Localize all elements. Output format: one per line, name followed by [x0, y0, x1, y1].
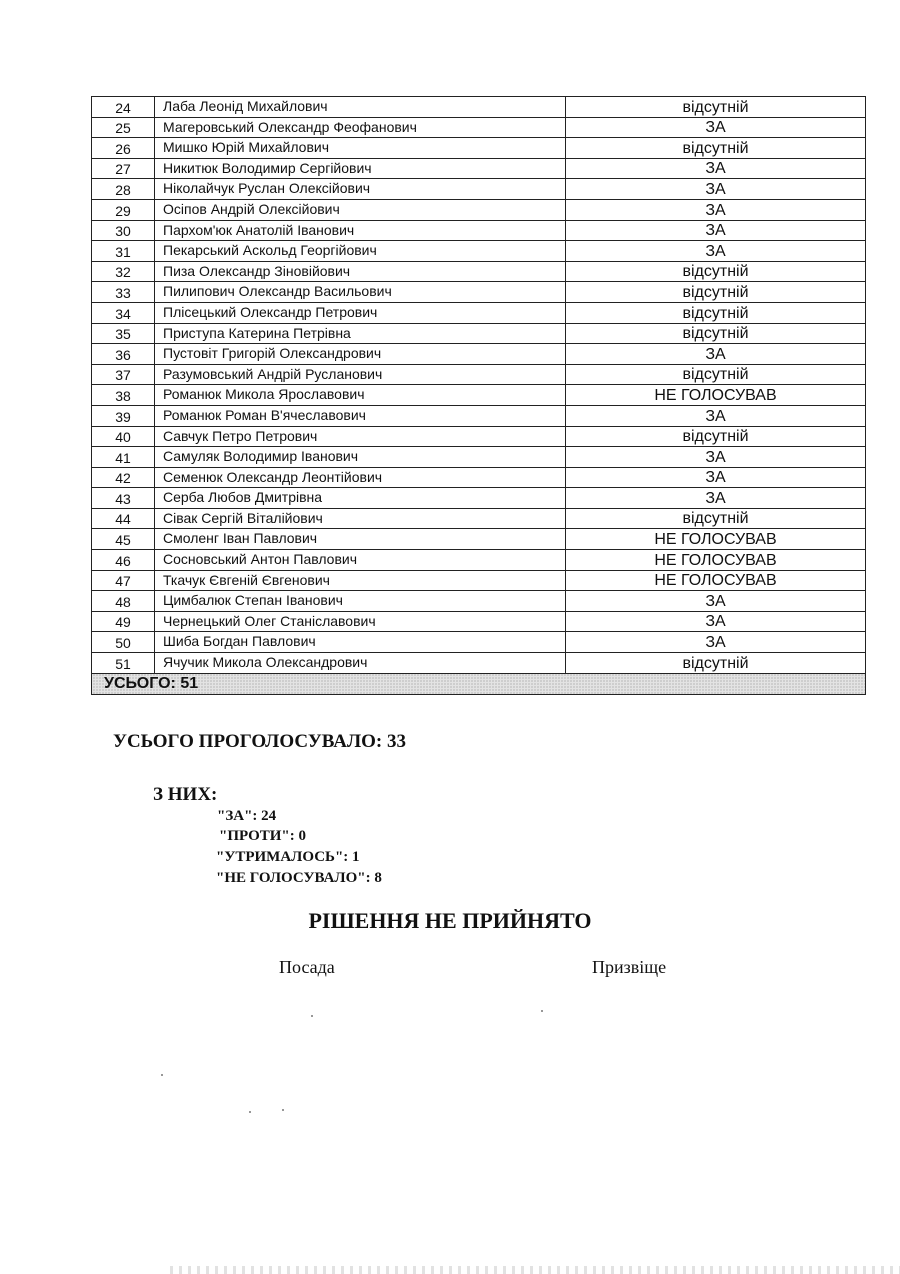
table-row — [92, 158, 866, 179]
vote-results-table — [91, 96, 866, 695]
deputy-name: Пустовіт Григорій Олександрович — [155, 344, 566, 365]
total-count: УСЬОГО: 51 — [92, 673, 866, 694]
deputy-name: Ніколайчук Руслан Олексійович — [155, 179, 566, 200]
row-number: 24 — [92, 97, 155, 118]
vote-result: ЗА — [566, 199, 866, 220]
table-row — [92, 632, 866, 653]
deputy-name: Чернецький Олег Станіславович — [155, 611, 566, 632]
vote-result: НЕ ГОЛОСУВАВ — [566, 529, 866, 550]
table-total-row — [92, 673, 866, 694]
vote-result: ЗА — [566, 447, 866, 468]
table-row — [92, 611, 866, 632]
row-number: 43 — [92, 488, 155, 509]
scan-speck — [161, 1074, 163, 1076]
deputy-name: Серба Любов Дмитрівна — [155, 488, 566, 509]
tally-not-voted: "НЕ ГОЛОСУВАЛО": 8 — [216, 870, 382, 886]
row-number: 35 — [92, 323, 155, 344]
scan-speck — [311, 1015, 313, 1017]
table-row — [92, 405, 866, 426]
vote-result: ЗА — [566, 405, 866, 426]
row-number: 27 — [92, 158, 155, 179]
deputy-name: Самуляк Володимир Іванович — [155, 447, 566, 468]
deputy-name: Приступа Катерина Петрівна — [155, 323, 566, 344]
vote-result: ЗА — [566, 488, 866, 509]
deputy-name: Пекарський Аскольд Георгійович — [155, 241, 566, 262]
vote-result: ЗА — [566, 344, 866, 365]
row-number: 37 — [92, 364, 155, 385]
of-them-heading: З НИХ: — [153, 784, 218, 805]
row-number: 26 — [92, 138, 155, 159]
table-row — [92, 426, 866, 447]
vote-result: НЕ ГОЛОСУВАВ — [566, 385, 866, 406]
table-row — [92, 344, 866, 365]
row-number: 32 — [92, 261, 155, 282]
vote-result: відсутній — [566, 323, 866, 344]
scan-speck — [541, 1010, 543, 1012]
deputy-name: Сосновський Антон Павлович — [155, 550, 566, 571]
deputy-name: Разумовський Андрій Русланович — [155, 364, 566, 385]
table-row — [92, 138, 866, 159]
vote-result: НЕ ГОЛОСУВАВ — [566, 570, 866, 591]
row-number: 44 — [92, 508, 155, 529]
deputy-name: Никитюк Володимир Сергійович — [155, 158, 566, 179]
vote-result: ЗА — [566, 467, 866, 488]
row-number: 51 — [92, 653, 155, 674]
tally-for: "ЗА": 24 — [217, 808, 277, 824]
vote-result: ЗА — [566, 241, 866, 262]
table-row — [92, 550, 866, 571]
deputy-name: Мишко Юрій Михайлович — [155, 138, 566, 159]
table-row — [92, 261, 866, 282]
table-row — [92, 508, 866, 529]
surname-label: Призвіще — [592, 957, 667, 977]
table-row — [92, 591, 866, 612]
row-number: 29 — [92, 199, 155, 220]
row-number: 39 — [92, 405, 155, 426]
deputy-name: Романюк Роман В'ячеславович — [155, 405, 566, 426]
vote-result: ЗА — [566, 220, 866, 241]
vote-result: НЕ ГОЛОСУВАВ — [566, 550, 866, 571]
table-row — [92, 241, 866, 262]
deputy-name: Пиза Олександр Зіновійович — [155, 261, 566, 282]
table-row — [92, 447, 866, 468]
deputy-name: Шиба Богдан Павлович — [155, 632, 566, 653]
vote-result: ЗА — [566, 611, 866, 632]
deputy-name: Осіпов Андрій Олексійович — [155, 199, 566, 220]
table-row — [92, 179, 866, 200]
row-number: 48 — [92, 591, 155, 612]
deputy-name: Лаба Леонід Михайлович — [155, 97, 566, 118]
vote-result: відсутній — [566, 138, 866, 159]
row-number: 36 — [92, 344, 155, 365]
deputy-name: Пилипович Олександр Васильович — [155, 282, 566, 303]
table-row — [92, 385, 866, 406]
table-row — [92, 570, 866, 591]
table-row — [92, 364, 866, 385]
table-row — [92, 220, 866, 241]
vote-result: відсутній — [566, 426, 866, 447]
row-number: 28 — [92, 179, 155, 200]
row-number: 31 — [92, 241, 155, 262]
row-number: 41 — [92, 447, 155, 468]
table-row — [92, 529, 866, 550]
deputy-name: Плісецький Олександр Петрович — [155, 302, 566, 323]
deputy-name: Романюк Микола Ярославович — [155, 385, 566, 406]
vote-result: ЗА — [566, 632, 866, 653]
decision-title: РІШЕННЯ НЕ ПРИЙНЯТО — [308, 908, 592, 933]
row-number: 40 — [92, 426, 155, 447]
vote-result: відсутній — [566, 508, 866, 529]
row-number: 34 — [92, 302, 155, 323]
row-number: 47 — [92, 570, 155, 591]
table-row — [92, 467, 866, 488]
vote-result: ЗА — [566, 179, 866, 200]
row-number: 50 — [92, 632, 155, 653]
vote-result: ЗА — [566, 158, 866, 179]
deputy-name: Цимбалюк Степан Іванович — [155, 591, 566, 612]
table-row — [92, 97, 866, 118]
row-number: 45 — [92, 529, 155, 550]
deputy-name: Ячучик Микола Олександрович — [155, 653, 566, 674]
deputy-name: Ткачук Євгеній Євгенович — [155, 570, 566, 591]
row-number: 38 — [92, 385, 155, 406]
vote-result: відсутній — [566, 653, 866, 674]
deputy-name: Семенюк Олександр Леонтійович — [155, 467, 566, 488]
deputy-name: Савчук Петро Петрович — [155, 426, 566, 447]
row-number: 49 — [92, 611, 155, 632]
vote-result: відсутній — [566, 261, 866, 282]
row-number: 33 — [92, 282, 155, 303]
vote-result: ЗА — [566, 591, 866, 612]
row-number: 30 — [92, 220, 155, 241]
table-row — [92, 323, 866, 344]
table-row — [92, 282, 866, 303]
row-number: 46 — [92, 550, 155, 571]
tally-against: "ПРОТИ": 0 — [219, 828, 306, 844]
scan-edge-noise — [170, 1266, 900, 1274]
table-row — [92, 302, 866, 323]
table-row — [92, 117, 866, 138]
deputy-name: Сівак Сергій Віталійович — [155, 508, 566, 529]
tally-abstained: "УТРИМАЛОСЬ": 1 — [216, 849, 360, 865]
table-row — [92, 488, 866, 509]
total-voted: УСЬОГО ПРОГОЛОСУВАЛО: 33 — [113, 731, 406, 752]
vote-result: відсутній — [566, 282, 866, 303]
row-number: 25 — [92, 117, 155, 138]
position-label: Посада — [279, 957, 335, 977]
vote-result: відсутній — [566, 302, 866, 323]
deputy-name: Пархом'юк Анатолій Іванович — [155, 220, 566, 241]
table-row — [92, 653, 866, 674]
vote-result: відсутній — [566, 364, 866, 385]
deputy-name: Смоленг Іван Павлович — [155, 529, 566, 550]
row-number: 42 — [92, 467, 155, 488]
scan-speck — [249, 1111, 251, 1113]
vote-result: відсутній — [566, 97, 866, 118]
deputy-name: Магеровський Олександр Феофанович — [155, 117, 566, 138]
scan-speck — [282, 1109, 284, 1111]
vote-result: ЗА — [566, 117, 866, 138]
vote-rows — [92, 97, 866, 695]
table-row — [92, 199, 866, 220]
